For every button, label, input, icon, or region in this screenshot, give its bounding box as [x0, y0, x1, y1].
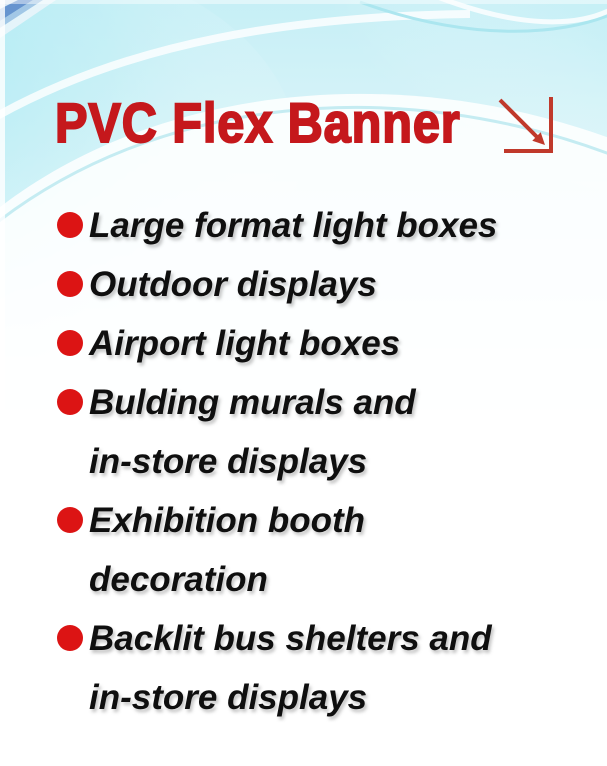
list-item-text [89, 491, 365, 609]
list-item [57, 609, 587, 727]
list-item-text [89, 314, 400, 373]
list-item [57, 314, 587, 373]
list-item [57, 196, 587, 255]
list-item-line: Outdoor displays [89, 265, 377, 304]
list-item [57, 373, 587, 491]
list-item [57, 255, 587, 314]
list-item [57, 491, 587, 609]
list-item-text [89, 196, 497, 255]
bullet-icon [57, 625, 83, 651]
bullet-icon [57, 330, 83, 356]
list-item-text [89, 373, 416, 491]
list-item-text [89, 255, 377, 314]
list-item-line: Bulding murals and [89, 383, 416, 422]
list-item-line: Exhibition booth [89, 501, 366, 540]
list-item-line: decoration [89, 560, 268, 599]
applications-list [57, 196, 587, 727]
list-item-line: in-store displays [89, 678, 368, 717]
bullet-icon [57, 271, 83, 297]
bullet-icon [57, 507, 83, 533]
list-item-line: in-store displays [89, 442, 368, 481]
page-title: PVC Flex Banner [55, 91, 461, 154]
bullet-icon [57, 389, 83, 415]
list-item-text [89, 609, 492, 727]
corner-down-right-arrow-icon [496, 94, 558, 156]
list-item-line: Backlit bus shelters and [89, 619, 492, 658]
bullet-icon [57, 212, 83, 238]
list-item-line: Large format light boxes [89, 206, 498, 245]
list-item-line: Airport light boxes [89, 324, 401, 363]
